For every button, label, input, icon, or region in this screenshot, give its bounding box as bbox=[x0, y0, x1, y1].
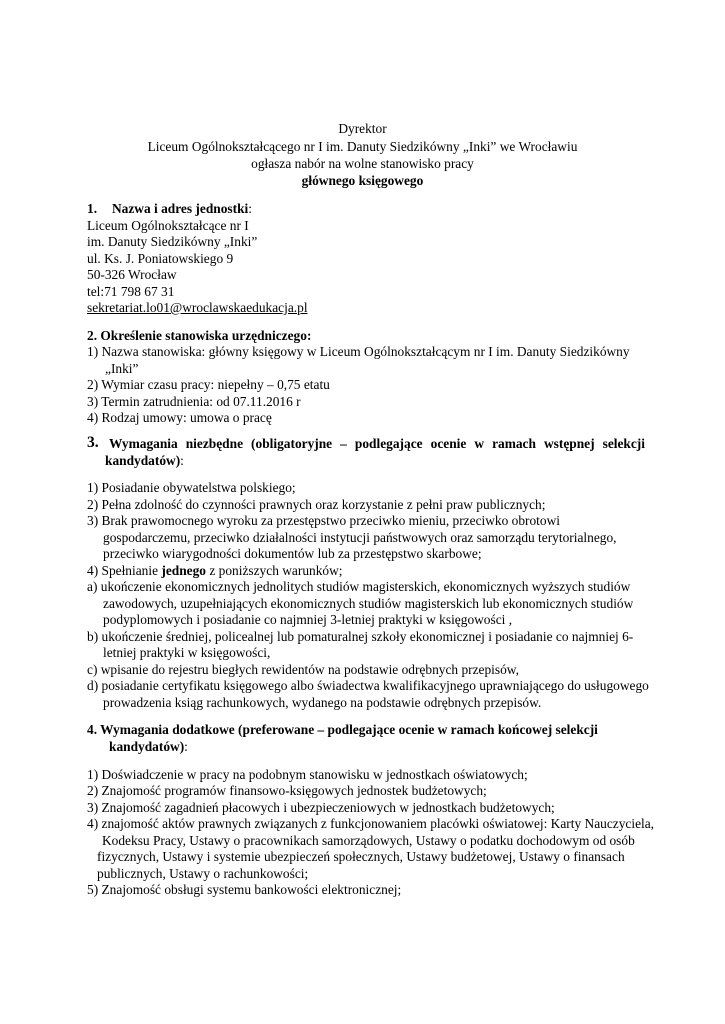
section-1-title: Nazwa i adres jednostki bbox=[112, 201, 249, 216]
section-1-number: 1. bbox=[87, 201, 98, 216]
s4-item-1: 1) Doświadczenie w pracy na podobnym stanowisku w jednostkach oświatowych; bbox=[87, 767, 528, 782]
s4-item-4: 4) znajomość aktów prawnych związanych z funkcjonowaniem placówki oświatowej: Karty Nauczyciela, bbox=[87, 816, 655, 831]
section-3-colon: : bbox=[180, 453, 184, 468]
s3-sub-a-cont-2: podyplomowych i posiadanie co najmniej 3-letniej praktyki w księgowości , bbox=[103, 612, 513, 627]
s2-item-4: 4) Rodzaj umowy: umowa o pracę bbox=[87, 410, 272, 425]
address-line-4: 50-326 Wrocław bbox=[87, 267, 177, 282]
s3-sub-c: c) wpisanie do rejestru biegłych rewidentów na podstawie odrębnych przepisów, bbox=[87, 662, 519, 677]
s3-sub-b-cont: letniej praktyki w księgowości, bbox=[103, 645, 271, 660]
section-1-colon: : bbox=[248, 201, 253, 216]
section-4-title-cont: kandydatów) bbox=[109, 739, 185, 754]
section-3-title-line-1: Wymagania niezbędne (obligatoryjne – podlegające ocenie w ramach wstępnej selekcji bbox=[109, 436, 645, 451]
s3-item-4-bold: jednego bbox=[161, 563, 207, 578]
email-link[interactable]: sekretariat.lo01@wroclawskaedukacja.pl bbox=[87, 300, 308, 315]
s2-item-2: 2) Wymiar czasu pracy: niepełny – 0,75 etatu bbox=[87, 377, 330, 392]
header-line-school: Liceum Ogólnokształcącego nr I im. Danuty Siedzikówny „Inki” we Wrocławiu bbox=[147, 139, 578, 154]
s3-item-4 bbox=[87, 562, 343, 579]
section-2-title: 2. Określenie stanowiska urzędniczego: bbox=[87, 328, 312, 343]
header-line-director: Dyrektor bbox=[338, 121, 387, 136]
s3-item-2: 2) Pełna zdolność do czynności prawnych oraz korzystanie z pełni praw publicznych; bbox=[87, 497, 546, 512]
section-3-number: 3. bbox=[87, 434, 99, 451]
s2-item-1: 1) Nazwa stanowiska: główny księgowy w Liceum Ogólnokształcącym nr I im. Danuty Siedzikówny bbox=[87, 344, 630, 359]
address-line-2: im. Danuty Siedzikówny „Inki” bbox=[87, 234, 258, 249]
address-line-1: Liceum Ogólnokształcące nr I bbox=[87, 218, 249, 233]
s3-sub-b: b) ukończenie średniej, policealnej lub pomaturalnej szkoły ekonomicznej i posiadanie co najmniej 6- bbox=[87, 629, 634, 644]
s4-item-4-cont-2: fizycznych, Ustawy i systemie ubezpieczeń społecznych, Ustawy budżetowej, Ustawy o finansach bbox=[97, 849, 625, 864]
phone-line: tel:71 798 67 31 bbox=[87, 284, 175, 299]
section-3-title-cont: kandydatów) bbox=[105, 453, 181, 468]
s3-item-4-a: 4) Spełnianie bbox=[87, 563, 162, 578]
s3-item-3: 3) Brak prawomocnego wyroku za przestępstwo przeciwko mieniu, przeciwko obrotowi bbox=[87, 513, 560, 528]
s3-sub-d-cont: prowadzenia ksiąg rachunkowych, wydanego na podstawie odrębnych przepisów. bbox=[103, 695, 542, 710]
s3-sub-d: d) posiadanie certyfikatu księgowego albo świadectwa kwalifikacyjnego uprawniającego do usługowego bbox=[87, 678, 649, 693]
s4-item-4-cont-1: Kodeksu Pracy, Ustawy o pracownikach samorządowych, Ustawy o podatku dochodowym od osób bbox=[102, 833, 635, 848]
s3-sub-a-cont-1: zawodowych, uzupełniających ekonomicznych studiów magisterskich lub ekonomicznych studiów bbox=[103, 596, 634, 611]
s4-item-3: 3) Znajomość zagadnień płacowych i ubezpieczeniowych w jednostkach budżetowych; bbox=[87, 800, 555, 815]
address-line-3: ul. Ks. J. Poniatowskiego 9 bbox=[87, 251, 234, 266]
section-4-title-line-2 bbox=[109, 738, 188, 755]
s2-item-3: 3) Termin zatrudnienia: od 07.11.2016 r bbox=[87, 394, 301, 409]
s3-sub-a: a) ukończenie ekonomicznych jednolitych studiów magisterskich, ekonomicznych wyższych studiów bbox=[87, 579, 631, 594]
s3-item-3-cont-1: gospodarczemu, przeciwko działalności instytucji państwowych oraz samorządu terytorialnego, bbox=[103, 530, 617, 545]
header-line-position: głównego księgowego bbox=[301, 173, 424, 188]
s3-item-4-c: z poniższych warunków; bbox=[206, 563, 343, 578]
section-4-title-line-1: 4. Wymagania dodatkowe (preferowane – podlegające ocenie w ramach końcowej selekcji bbox=[87, 722, 598, 737]
s3-item-3-cont-2: przeciwko wiarygodności dokumentów lub za przestępstwo skarbowe; bbox=[103, 546, 482, 561]
s4-item-4-cont-3: publicznych, Ustawy o rachunkowości; bbox=[97, 866, 309, 881]
header-line-announcement: ogłasza nabór na wolne stanowisko pracy bbox=[251, 156, 474, 171]
section-1-heading bbox=[112, 200, 252, 217]
s3-item-1: 1) Posiadanie obywatelstwa polskiego; bbox=[87, 480, 296, 495]
s4-item-2: 2) Znajomość programów finansowo-księgowych jednostek budżetowych; bbox=[87, 783, 487, 798]
section-4-colon: : bbox=[184, 739, 188, 754]
s4-item-5: 5) Znajomość obsługi systemu bankowości elektronicznej; bbox=[87, 882, 402, 897]
s2-item-1-cont: „Inki” bbox=[105, 361, 139, 376]
section-3-title-line-2 bbox=[105, 452, 184, 469]
